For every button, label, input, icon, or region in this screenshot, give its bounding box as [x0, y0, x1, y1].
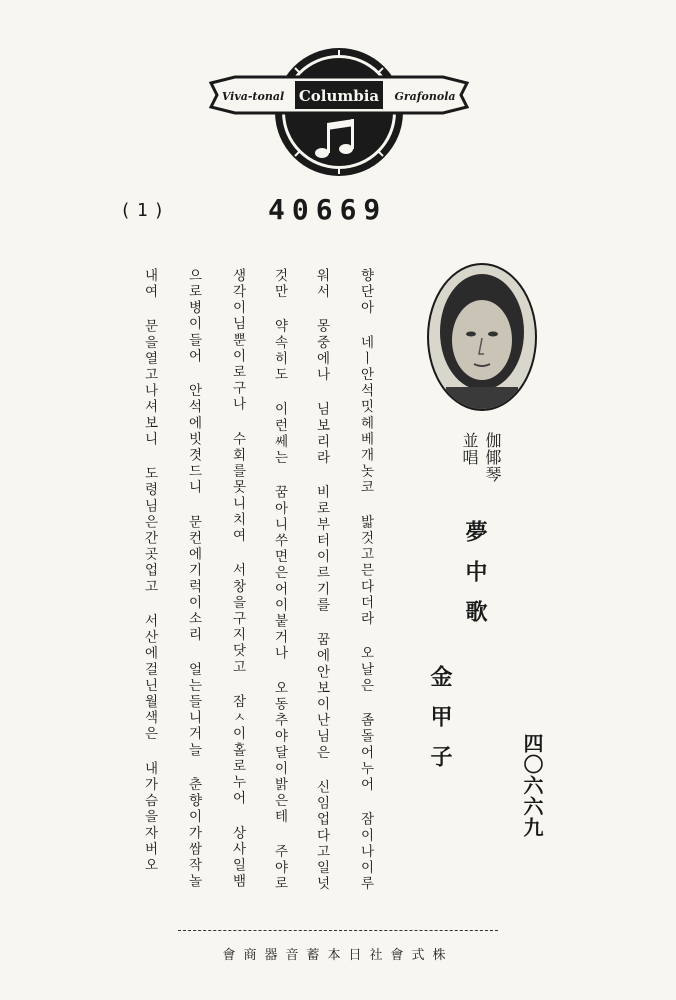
side-number: (1)	[120, 200, 171, 221]
logo-right-ribbon: Grafonola	[394, 90, 456, 103]
singer-portrait	[426, 262, 538, 412]
company-name: 株式會社日本蓄音器商會	[222, 948, 454, 963]
singer-name: 金甲子	[427, 665, 453, 785]
columbia-logo	[205, 45, 473, 180]
logo-left-ribbon: Viva-tonal	[221, 90, 285, 103]
lyric-line-4: 생각이님뿐이로구나 수회를못니치여 서창을구지닷고 잠ㅅ이홀로누어 상사일뱀	[229, 268, 246, 890]
lyric-line-3: 것만 약속히도 이런쎄는 꿈아니쑤면은어이붙거나 오동추야달이밝은테 주야로	[271, 268, 288, 893]
logo-brand: Columbia	[298, 87, 380, 105]
record-number: 40669	[268, 193, 388, 226]
duet-label: 並唱	[460, 432, 479, 466]
lyric-line-2: 워서 몽중에나 님보리라 비로부터이르기를 꿈에안보이난님은 신임업다고일넛	[313, 268, 330, 893]
lyric-line-5: 으로병이들어 안석에빗겻드니 문컨에기럭이소리 얼는들니거늘 춘향이가쌈작놀	[185, 268, 202, 890]
divider-rule	[178, 930, 498, 931]
record-number-cjk: 四〇六六九	[520, 733, 544, 838]
instrument-label: 伽倻琴	[483, 432, 502, 483]
song-title: 夢中歌	[462, 520, 488, 640]
lyric-line-1: 향단아 네ㅣ안석밋헤베개놋코 밟것고믄다더라 오날은 좀돌어누어 잠이나이루	[357, 268, 374, 893]
lyric-line-6: 내여 문을열고나셔보니 도령님은간곳업고 서산에걸닌월색은 내가슴을자버오	[141, 268, 158, 874]
